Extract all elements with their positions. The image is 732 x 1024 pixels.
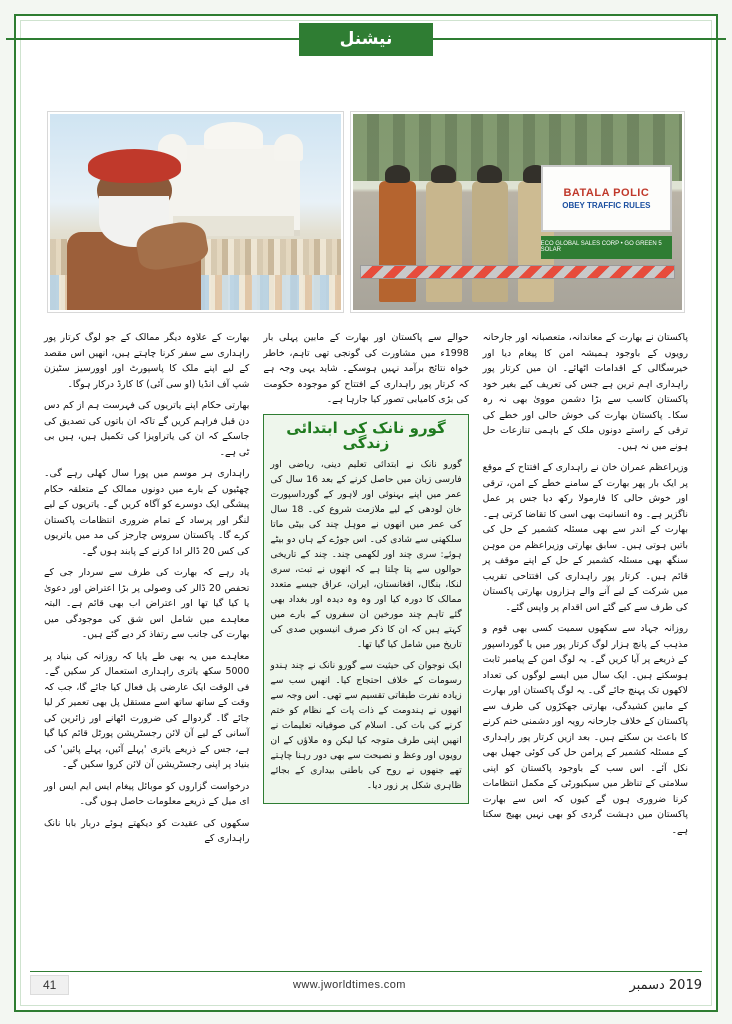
- signboard-sponsor: ECO GLOBAL SALES CORP • GO GREEN 5 SOLAR: [541, 236, 673, 260]
- column-left: [44, 330, 249, 948]
- paragraph: راہداری ہر موسم میں پورا سال کھلی رہے گی۔ چھٹیوں کے بارے میں دونوں ممالک کے متعلقہ حکام پیشگی ایک دوسرے کو آگاہ کریں گے۔ یاتریوں کے لیے لنگر اور پرساد کے تمام ضروری انتظامات پاکستان کرے گا۔ پاکستان سروس چارجز کی مد میں یاتریوں کی کس 20 ڈالر ادا کرنے کے پابند ہوں گے۔: [44, 468, 250, 557]
- person-civilian: [379, 181, 415, 303]
- photo-police-checkpoint-batala: [351, 112, 684, 312]
- page-number: 41: [30, 975, 69, 995]
- paragraph: درخواست گزاروں کو موبائل پیغام ایس ایم ایس اور ای میل کے ذریعے معلومات حاصل ہوں گی۔: [44, 780, 250, 807]
- signboard-subtitle: OBEY TRAFFIC RULES: [562, 200, 651, 210]
- road-barrier: [360, 265, 676, 279]
- paragraph: معاہدے میں یہ بھی طے پایا کہ روزانہ کی بنیاد پر 5000 سکھ یاتری راہداری استعمال کر سکیں گے۔ فی الوقت ایک عارضی پل فعال کیا جائے گا، جب کہ وقت کے ساتھ ساتھ اسے مستقل پل بھی تعمیر کر لیا جائے گا۔ گردوالے کی ضرورت اٹھانے اور زائرین کی آسانی کے لیے آن لائن رجسٹریشن پورٹل قائم کیا گیا ہے، جس کے ذریعے یاتری 'پہلے آئیں، پہلے پائیں' کی بنیاد پر اپنی رجسٹریشن آن لائن کروا سکیں گے۔: [44, 650, 250, 770]
- paragraph: ایک نوجوان کی حیثیت سے گورو نانک نے چند ہندو رسومات کے خلاف احتجاج کیا۔ انھیں سب سے زیادہ نفرت طبقاتی تقسیم سے تھی۔ اس وجہ سے انھوں نے ہندومت کے ذات پات کے نظام کو ختم کرنے کی بات کی۔ اسلام کی صوفیانہ تعلیمات نے انھیں اپنی طرف متوجہ کیا لیکن وہ ملاؤں کے ان رویوں اور وعظ و نصیحت سے بھی دور رہنا چاہتے تھے جنھوں نے روح کی باطنی بیداری کے بجائے ظاہری شکل پر زور دیا۔: [270, 659, 462, 791]
- paragraph: حوالے سے پاکستان اور بھارت کے مابین پہلی بار 1998ء میں مشاورت کی گونجی تھی تاہم، خاطر خواہ نتائج برآمد نہیں ہوسکے۔ شاید یہی وجہ ہے کہ کرتار پور راہداری کے افتتاح کو موجودہ حکومت کی بڑی کامیابی تصور کیا جارہا ہے۔: [263, 332, 469, 405]
- gurdwara-dome-right: [274, 134, 303, 161]
- column-middle: [263, 330, 468, 948]
- page-footer: [30, 972, 702, 998]
- paragraph: وزیراعظم عمران خان نے راہداری کے افتتاح کے موقع پر ایک بار پھر بھارت کے سامنے خطے کے امن، ترقی اور خوش حالی کا فارمولا رکھ دیا جس پر عمل ناگزیر ہے۔ وہ انسانیت بھی اسی کا تقاضا کرتی ہے۔ بھارت کے اندر سے بھی مسئلہ کشمیر کے حل کی باتیں ہوتی ہیں۔ سابق بھارتی وزیراعظم من موہن سنگھ بھی مسئلہ کشمیر کے حل کے اپنے موقف پر قائم ہیں۔ کرتار پور راہداری کی افتتاحی تقریب میں شرکت کے لیے آنے والے ہزاروں بھارتی پاکستان کی طرف سے کیے گئے اس اقدام پر واپس گئے۔: [482, 462, 688, 613]
- police-signboard: [541, 165, 673, 232]
- photo-strip: [48, 112, 684, 312]
- sub-article-body: [270, 457, 461, 793]
- column-right: [483, 330, 688, 948]
- paragraph: یاد رہے کہ بھارت کی طرف سے سردار جی کے تحفص 20 ڈالر کی وصولی پر بڑا اعتراض اور دعویٰ یا کیا گیا تھا اور اعتراض اب بھی قائم ہے۔ البتہ معاہدے میں شامل اس شق کی موجودگی میں بھارت کی جانب سے رتفاذ کر دیے گئے ہیں۔: [44, 567, 250, 640]
- paragraph: روزانہ جہاد سے سکھوں سمیت کسی بھی قوم و مذہب کے پانچ ہزار لوگ کرتار پور میں یا گورداسپور کے ذریعے پر آیا کریں گے۔ یہ لوگ امن کے پیامبر ثابت ہوسکتے ہیں۔ ایک سال میں ایسے لوگوں کی تعداد لاکھوں تک پہنچ جائے گی۔ یہ لوگ پاکستان اور بھارت کے مابین کشیدگی، بھارتی جھکڑوں کی طرف سے پاکستان کے خلاف جارحانہ رویہ اور دشمنی ختم کرنے کا باعث بن سکتے ہیں۔ بعد ازیں کرتار پور راہداری کے مسئلہ کشمیر کے پرامن حل کی کوئی جھیل بھی نکل آئے۔ اس سب کے باوجود پاکستان کو اپنی سلامتی کے تناظر میں سیکیورٹی کے مکمل انتظامات کرنا ضروری ہوں گے کیوں کہ اس سے بھارت پاکستان میں دہشت گردی کو بھی نہیں بھیج سکتا ہے۔: [482, 623, 688, 836]
- sub-article-title: گورو نانک کی ابتدائی زندگی: [286, 418, 446, 452]
- paragraph: گورو نانک نے ابتدائی تعلیم دینی، ریاضی اور فارسی زبان میں حاصل کرنے کے بعد 16 سال کی عمر میں اپنے بہنوئی اور لاہور کے گورداسپورت خان لودھی کے لیے ملازمت شروع کی۔ 18 سال کی عمر میں انھوں نے موہل چند کی بیٹی ماتا سلکھنی سے شادی کی۔ اس جوڑے کے ہاں دو بیٹے ہوئے: سری چند اور لکھمی چند۔ چند کے تاریخی حوالوں سے پتا چلتا ہے کہ انھوں نے تبت، سری لنکا، بنگال، افغانستان، ایران، عراق جیسے متعدد ممالک کا دورہ کیا اور وہ وہ دیدہ اور بغداد بھی گئے تاہم چند مورخین ان سفروں کے بارے میں کہتے ہیں کہ ان کا ذکر صرف انیسویں صدی کی تاریخ میں شامل کیا گیا تھا۔: [270, 458, 462, 650]
- police-officer-2: [472, 181, 508, 303]
- paragraph: بھارتی حکام اپنے یاتریوں کی فہرست ہم از کم دس دن قبل فراہم کریں گے تاکہ ان باتوں کی تصدیق کی جاسکے کہ ان کی یاتراویزا کی تکمیل ہیں، ہیں بی ٹی ہے۔: [44, 400, 250, 458]
- signboard-title: BATALA POLIC: [563, 186, 650, 199]
- footer-issue-date: 2019 دسمبر: [629, 977, 702, 993]
- page-header: [6, 22, 726, 56]
- sub-article-box: [263, 414, 468, 804]
- paragraph: پاکستان نے بھارت کے معاندانہ، متعصبانہ اور جارحانہ رویوں کے باوجود ہمیشہ امن کا پیغام دیا اور خیرسگالی کے اقدامات اٹھائے۔ ان میں کرتار پور راہداری اہم ترین ہے جس کی تعریف کیے بغیر خود پاکستان کاسب سے بڑا دشمن موویٰ بھی نہ رہ سکا۔ پاکستان بھارت کی خوش حالی اور خطے کی ترقی کے راستے دونوں ملک کے باہمی تنازعات حل ہونے میں نہ ہیں۔: [482, 332, 688, 452]
- paragraph: بھارت کے علاوہ دیگر ممالک کے جو لوگ کرتار پور راہداری سے سفر کرنا چاہتے ہیں، انھیں اس مقصد کے لیے اپنے ملک کا پاسپورٹ اور اوورسیز سٹیزن شپ آف انڈیا (او سی آئی) کا کارڈ درکار ہوگا۔: [44, 332, 250, 390]
- turban-icon: [88, 149, 181, 182]
- police-officer-1: [426, 181, 462, 303]
- article-body: [44, 330, 688, 948]
- section-label: نیشنل: [300, 24, 433, 55]
- footer-website[interactable]: www.jworldtimes.com: [293, 979, 406, 991]
- photo-sikh-pilgrim-kartarpur: [48, 112, 343, 312]
- paragraph: سکھوں کی عقیدت کو دیکھتے ہوئے دربار بابا نانک راہداری کے: [44, 817, 250, 844]
